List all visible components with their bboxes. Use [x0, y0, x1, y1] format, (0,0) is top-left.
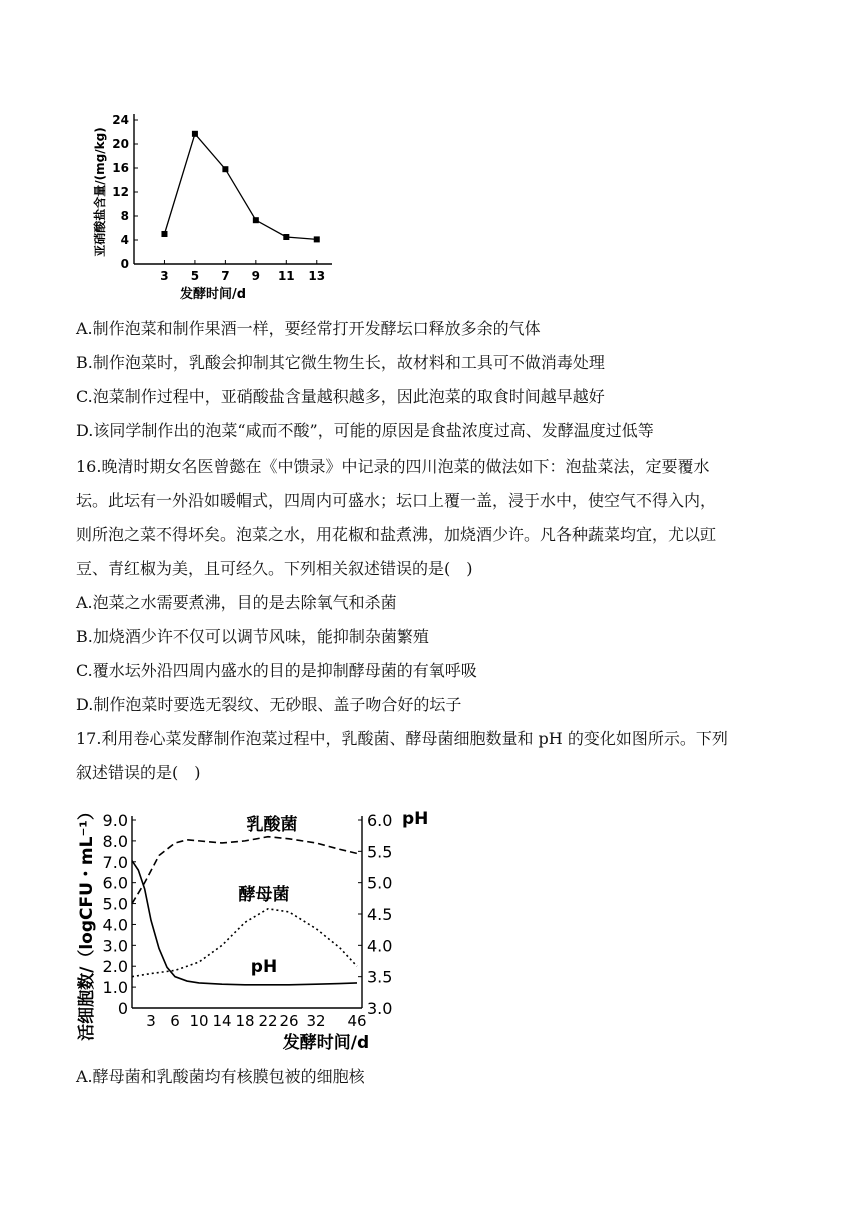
x-tick-label: 6	[170, 1012, 180, 1030]
y-tick-label: 24	[112, 113, 129, 127]
q17-option-a: A.酵母菌和乳酸菌均有核膜包被的细胞核	[76, 1067, 365, 1086]
y-tick-label: 4	[120, 233, 129, 247]
nitrite-content-chart	[86, 106, 346, 306]
series-label: 酵母菌	[238, 885, 290, 905]
right-y-tick-label: 3.0	[367, 999, 393, 1018]
fermentation-cells-ph-chart	[72, 790, 432, 1058]
q17-stem-line-2: 叙述错误的是( )	[76, 763, 201, 782]
data-point	[192, 131, 198, 137]
q15-option-a: A.制作泡菜和制作果酒一样，要经常打开发酵坛口释放多余的气体	[76, 319, 541, 338]
x-tick-label: 3	[146, 1012, 156, 1030]
right-y-tick-label: 5.5	[367, 842, 393, 862]
right-y-tick-label: 3.5	[367, 967, 393, 987]
x-tick-label: 3	[160, 269, 169, 283]
left-y-tick-label: 3.0	[102, 936, 128, 956]
x-axis-label: 发酵时间/d	[282, 1033, 370, 1053]
left-y-tick-label: 1.0	[102, 978, 128, 998]
right-y-tick-label: 6.0	[367, 811, 393, 830]
right-y-axis-label: pH	[402, 809, 429, 829]
x-tick-label: 26	[279, 1012, 299, 1030]
q16-option-c: C.覆水坛外沿四周内盛水的目的是抑制酵母菌的有氧呼吸	[76, 661, 477, 680]
series-label: pH	[250, 957, 278, 977]
series-line-dotted	[132, 909, 357, 977]
data-point	[161, 231, 167, 237]
x-tick-label: 18	[235, 1012, 255, 1030]
q15-option-b: B.制作泡菜时，乳酸会抑制其它微生物生长，故材料和工具可不做消毒处理	[76, 353, 605, 372]
q16-stem-line-2: 坛。此坛有一外沿如暖帽式，四周内可盛水；坛口上覆一盖，浸于水中，使空气不得入内，	[76, 491, 717, 510]
left-y-tick-label: 5.0	[102, 894, 128, 914]
data-point	[253, 217, 259, 223]
right-y-tick-label: 5.0	[367, 873, 393, 893]
series-label: 乳酸菌	[246, 815, 298, 835]
q16-option-b: B.加烧酒少许不仅可以调节风味，能抑制杂菌繁殖	[76, 627, 429, 646]
y-axis-label: 亚硝酸盐含量/(mg/kg)	[93, 127, 107, 257]
y-tick-label: 20	[112, 137, 129, 151]
q16-option-a: A.泡菜之水需要煮沸，目的是去除氧气和杀菌	[76, 593, 397, 612]
x-axis-label: 发酵时间/d	[179, 287, 247, 302]
y-tick-label: 8	[120, 209, 129, 223]
series-line	[164, 134, 316, 240]
x-tick-label: 11	[277, 269, 295, 283]
data-point	[283, 234, 289, 240]
left-y-tick-label: 9.0	[102, 811, 128, 830]
left-y-tick-label: 0	[117, 999, 128, 1018]
q16-stem-line-4: 豆、青红椒为美，且可经久。下列相关叙述错误的是( )	[76, 559, 473, 578]
x-tick-label: 14	[212, 1012, 232, 1030]
left-y-tick-label: 2.0	[102, 957, 128, 977]
right-y-tick-label: 4.5	[367, 905, 393, 924]
x-tick-label: 22	[258, 1012, 278, 1030]
q16-stem-line-3: 则所泡之菜不得坏矣。泡菜之水，用花椒和盐煮沸，加烧酒少许。凡各种蔬菜均宜，尤以豇	[76, 525, 717, 544]
left-y-tick-label: 6.0	[102, 873, 128, 893]
data-point	[222, 166, 228, 172]
y-tick-label: 0	[120, 257, 129, 271]
right-y-tick-label: 4.0	[367, 936, 393, 956]
left-y-tick-label: 4.0	[102, 915, 128, 935]
x-tick-label: 46	[347, 1012, 367, 1030]
x-tick-label: 10	[189, 1012, 209, 1030]
y-tick-label: 16	[112, 161, 129, 175]
data-point	[314, 236, 320, 242]
series-line-solid	[132, 861, 357, 985]
left-y-tick-label: 7.0	[102, 852, 128, 872]
q16-stem-line-1: 16.晚清时期女名医曾懿在《中馈录》中记录的四川泡菜的做法如下：泡盐菜法，定要覆水	[76, 457, 710, 476]
y-tick-label: 12	[112, 185, 129, 199]
q15-option-d: D.该同学制作出的泡菜“咸而不酸”，可能的原因是食盐浓度过高、发酵温度过低等	[76, 421, 654, 440]
x-tick-label: 7	[221, 269, 230, 283]
left-y-tick-label: 8.0	[102, 831, 128, 851]
q17-stem-line-1: 17.利用卷心菜发酵制作泡菜过程中，乳酸菌、酵母菌细胞数量和 pH 的变化如图所示。下列	[76, 729, 728, 748]
x-tick-label: 9	[251, 269, 261, 283]
q16-option-d: D.制作泡菜时要选无裂纹、无砂眼、盖子吻合好的坛子	[76, 695, 462, 714]
x-tick-label: 32	[306, 1012, 326, 1030]
x-tick-label: 5	[190, 269, 200, 283]
left-y-axis-label: 活细胞数/（logCFU・mL⁻¹）	[77, 803, 97, 1041]
x-tick-label: 13	[308, 269, 326, 283]
q15-option-c: C.泡菜制作过程中，亚硝酸盐含量越积越多，因此泡菜的取食时间越早越好	[76, 387, 605, 406]
